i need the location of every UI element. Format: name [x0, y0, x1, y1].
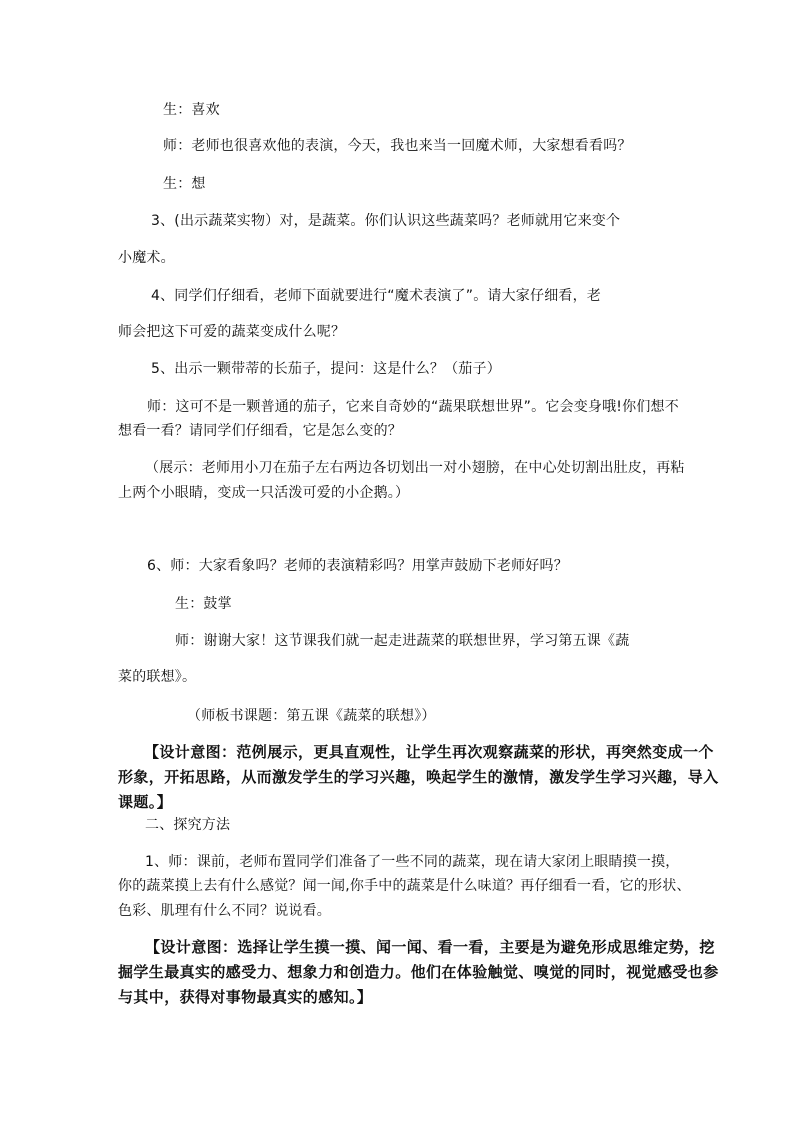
design-intent-line: 掘学生最真实的感受力、想象力和创造力。他们在体验触觉、嗅觉的同时，视觉感受也参: [118, 963, 719, 981]
text-line: 4、同学们仔细看，老师下面就要进行“魔术表演了”。请大家仔细看，老: [151, 288, 602, 304]
text-line: （展示：老师用小刀在茄子左右两边各切划出一对小翅膀，在中心处切割出肚皮，再粘: [145, 460, 685, 476]
text-line: （师板书课题：第五课《蔬菜的联想》）: [187, 708, 436, 724]
text-line: 上两个小眼睛，变成一只活泼可爱的小企鹅。）: [118, 485, 410, 501]
text-line: 生：鼓掌: [175, 596, 232, 612]
text-line: 想看一看？请同学们仔细看，它是怎么变的？: [118, 423, 402, 439]
text-line: 师：这可不是一颗普通的茄子，它来自奇妙的“蔬果联想世界”。它会变身哦!你们想不: [147, 399, 679, 415]
text-line: 菜的联想》。: [118, 669, 197, 685]
text-line: 师：老师也很喜欢他的表演，今天，我也来当一回魔术师，大家想看看吗？: [163, 138, 632, 154]
text-line: 师会把这下可爱的蔬菜变成什么呢？: [118, 324, 346, 340]
text-line: 你的蔬菜摸上去有什么感觉？闻一闻,你手中的蔬菜是什么味道？再仔细看一看，它的形状、: [118, 878, 691, 894]
text-line: 3、(出示蔬菜实物）对，是蔬菜。你们认识这些蔬菜吗？老师就用它来变个: [151, 213, 621, 229]
text-line: 5、出示一颗带蒂的长茄子，提问：这是什么？（茄子）: [151, 361, 501, 377]
design-intent-line: 与其中，获得对事物最真实的感知。】: [118, 988, 373, 1006]
design-intent-line: 【设计意图：选择让学生摸一摸、闻一闻、看一看，主要是为避免形成思维定势，挖: [145, 938, 715, 956]
design-intent-line: 【设计意图：范例展示，更具直观性，让学生再次观察蔬菜的形状，再突然变成一个: [144, 743, 714, 761]
text-line: 生：喜欢: [163, 102, 220, 118]
text-line: 师：谢谢大家！这节课我们就一起走进蔬菜的联想世界，学习第五课《蔬: [175, 633, 630, 649]
text-line: 6、师：大家看象吗？老师的表演精彩吗？用掌声鼓励下老师好吗？: [147, 558, 568, 574]
text-line: 生：想: [163, 176, 206, 192]
text-line: 1、师：课前，老师布置同学们准备了一些不同的蔬菜，现在请大家闭上眼睛摸一摸，: [145, 854, 680, 870]
design-intent-line: 课题。】: [118, 793, 173, 811]
design-intent-line: 形象，开拓思路，从而激发学生的学习兴趣，唤起学生的激情，激发学生学习兴趣，导入: [118, 768, 719, 786]
section-heading: 二、探究方法: [145, 817, 231, 833]
text-line: 色彩、肌理有什么不同？说说看。: [118, 903, 331, 919]
text-line: 小魔术。: [118, 250, 175, 266]
